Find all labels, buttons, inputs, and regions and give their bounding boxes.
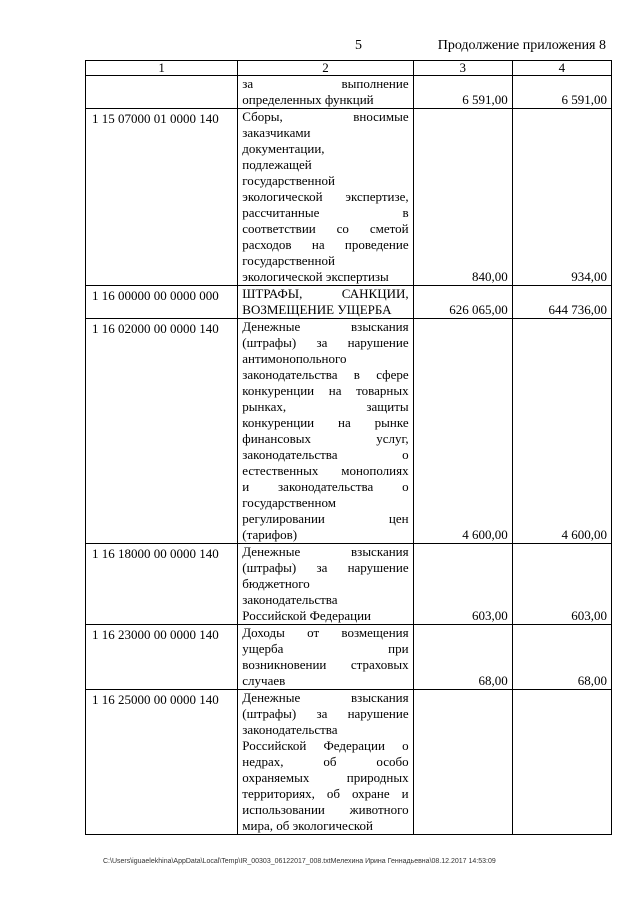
amount-col3-cell: 68,00 [413, 625, 512, 690]
item-name-line: Доходы от возмещения [242, 625, 409, 640]
item-name-line: ущерба при [242, 641, 409, 656]
page-number: 5 [355, 38, 362, 53]
item-name-line: заказчиками [242, 125, 311, 140]
item-name-line: мира, об экологической [242, 818, 373, 833]
column-number-row [86, 61, 612, 76]
budget-code-cell: 1 16 02000 00 0000 140 [86, 319, 238, 544]
item-name-line: (штрафы) за нарушение [242, 335, 409, 350]
table-row [86, 76, 612, 109]
amount-col4-cell: 68,00 [512, 625, 611, 690]
item-name-line: бюджетного [242, 576, 310, 591]
amount-col4-cell [512, 690, 611, 835]
table-row [86, 109, 612, 286]
item-name-line: ШТРАФЫ, САНКЦИИ, [242, 286, 409, 301]
budget-code-cell: 1 16 18000 00 0000 140 [86, 544, 238, 625]
item-name-line: за выполнение [242, 76, 409, 91]
appendix-caption: Продолжение приложения 8 [437, 38, 606, 53]
item-name-line: законодательства [242, 722, 338, 737]
item-name-line: случаев [242, 673, 286, 688]
item-name-line: соответствии со сметой [242, 221, 409, 236]
item-name-line: и законодательства о [242, 479, 409, 494]
item-name-line: рассчитанные в [242, 205, 409, 220]
item-name-line: рынках, защиты [242, 399, 409, 414]
item-name-line: финансовых услуг, [242, 431, 409, 446]
item-name-line: государственном [242, 495, 336, 510]
item-name-cell [238, 109, 413, 286]
item-name-line: возникновении страховых [242, 657, 409, 672]
item-name-cell [238, 690, 413, 835]
item-name-line: документации, [242, 141, 325, 156]
column-header: 4 [512, 61, 611, 76]
item-name-line: Денежные взыскания [242, 690, 409, 705]
item-name-cell [238, 319, 413, 544]
amount-col4-cell: 603,00 [512, 544, 611, 625]
item-name-line: регулировании цен [242, 511, 409, 526]
amount-col3-cell: 603,00 [413, 544, 512, 625]
item-name-line: экологической экспертизе, [242, 189, 409, 204]
table-row [86, 625, 612, 690]
item-name-line: (тарифов) [242, 527, 298, 542]
item-name-line: государственной [242, 253, 335, 268]
item-name-line: (штрафы) за нарушение [242, 706, 409, 721]
budget-table [85, 60, 612, 835]
item-name-cell [238, 625, 413, 690]
item-name-line: государственной [242, 173, 335, 188]
amount-col4-cell: 934,00 [512, 109, 611, 286]
table-row [86, 690, 612, 835]
file-path-footer: C:\Users\iguaelekhina\AppData\Local\Temp\IR_00303_06122017_008.txtMелехина Ирина Геннадьевна\08.12.2017 14:53:09 [103, 858, 496, 865]
item-name-line: Российской Федерации [242, 608, 371, 623]
budget-code-cell [86, 76, 238, 109]
item-name-line: законодательства [242, 592, 338, 607]
item-name-line: охраняемых природных [242, 770, 409, 785]
item-name-line: расходов на проведение [242, 237, 409, 252]
item-name-line: ВОЗМЕЩЕНИЕ УЩЕРБА [242, 302, 392, 317]
column-header: 3 [413, 61, 512, 76]
budget-code-cell: 1 16 00000 00 0000 000 [86, 286, 238, 319]
item-name-line: Денежные взыскания [242, 319, 409, 334]
item-name-line: Сборы, вносимые [242, 109, 409, 124]
item-name-line: законодательства в сфере [242, 367, 409, 382]
item-name-line: Денежные взыскания [242, 544, 409, 559]
table-row [86, 319, 612, 544]
amount-col3-cell: 6 591,00 [413, 76, 512, 109]
item-name-line: конкуренции на рынке [242, 415, 409, 430]
budget-code-cell: 1 15 07000 01 0000 140 [86, 109, 238, 286]
budget-code-cell: 1 16 25000 00 0000 140 [86, 690, 238, 835]
item-name-cell [238, 544, 413, 625]
column-header: 2 [238, 61, 413, 76]
amount-col3-cell [413, 690, 512, 835]
amount-col3-cell: 4 600,00 [413, 319, 512, 544]
item-name-line: определенных функций [242, 92, 374, 107]
amount-col3-cell: 626 065,00 [413, 286, 512, 319]
item-name-line: территориях, об охране и [242, 786, 409, 801]
item-name-cell [238, 286, 413, 319]
item-name-line: Российской Федерации о [242, 738, 409, 753]
item-name-line: (штрафы) за нарушение [242, 560, 409, 575]
item-name-line: естественных монополиях [242, 463, 409, 478]
item-name-line: подлежащей [242, 157, 312, 172]
item-name-line: недрах, об особо [242, 754, 409, 769]
item-name-line: конкуренции на товарных [242, 383, 409, 398]
item-name-line: использовании животного [242, 802, 409, 817]
item-name-line: законодательства о [242, 447, 409, 462]
amount-col4-cell: 6 591,00 [512, 76, 611, 109]
item-name-cell [238, 76, 413, 109]
column-header: 1 [86, 61, 238, 76]
amount-col4-cell: 644 736,00 [512, 286, 611, 319]
table-row [86, 544, 612, 625]
item-name-line: антимонопольного [242, 351, 347, 366]
item-name-line: экологической экспертизы [242, 269, 389, 284]
table-row [86, 286, 612, 319]
amount-col3-cell: 840,00 [413, 109, 512, 286]
amount-col4-cell: 4 600,00 [512, 319, 611, 544]
budget-code-cell: 1 16 23000 00 0000 140 [86, 625, 238, 690]
